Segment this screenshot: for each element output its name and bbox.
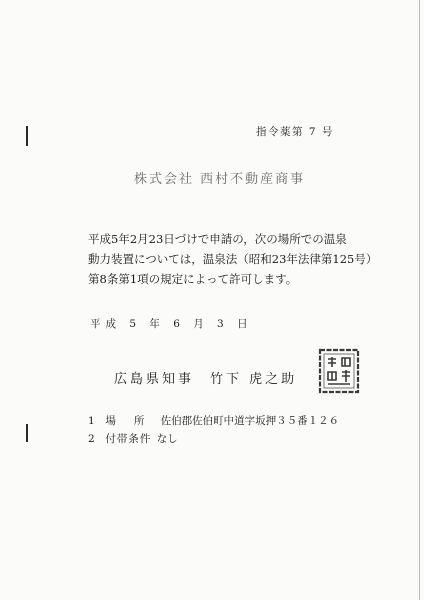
issuer-name: 広島県知事 竹下 虎之助 bbox=[114, 372, 298, 387]
recipient-name: 株式会社 西村不動産商事 bbox=[134, 172, 306, 187]
item-value: 佐伯郡佐伯町中道字坂押３５番１２６ bbox=[160, 415, 340, 427]
body-line: 動力装置については，温泉法（昭和23年法律第125号） bbox=[88, 252, 378, 266]
punch-mark bbox=[26, 126, 28, 146]
item-number: 1 bbox=[88, 415, 95, 427]
item-label: 場所 bbox=[105, 415, 163, 427]
item-label: 付帯条件 bbox=[105, 433, 152, 445]
body-text bbox=[88, 229, 388, 289]
item-value: なし bbox=[156, 433, 178, 445]
list-item bbox=[88, 413, 339, 428]
document-number: 指令薬第 7 号 bbox=[256, 126, 334, 138]
issue-date: 平成 5 年 6 月 3 日 bbox=[90, 318, 253, 330]
body-line: 第8条第1項の規定によって許可します。 bbox=[88, 272, 298, 286]
official-seal-icon bbox=[318, 348, 360, 394]
page-edge bbox=[419, 0, 420, 600]
body-line: 平成5年2月23日づけで申請の，次の場所での温泉 bbox=[88, 232, 347, 246]
punch-mark bbox=[26, 424, 28, 442]
item-number: 2 bbox=[88, 433, 95, 445]
list-item bbox=[88, 431, 178, 446]
